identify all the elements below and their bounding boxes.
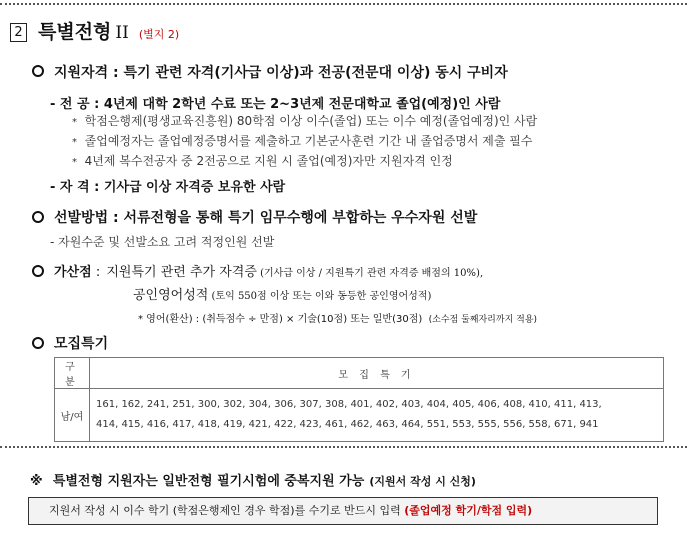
bonus-row-1	[54, 261, 483, 280]
major-note-2-text: 졸업예정자는 졸업예정증명서를 제출하고 기본군사훈련 기간 내 졸업증명서 제출 필수	[84, 134, 533, 148]
middle-dotted-divider	[0, 446, 687, 448]
bonus-formula	[138, 310, 537, 325]
major-note-1: * 학점은행제(평생교육진흥원) 80학점 이상 이수(졸업) 또는 이수 예정(졸업예정)인 사람	[72, 114, 538, 128]
recruit-row-label: 남/여	[55, 389, 90, 442]
section-title-appendix: (별지 2)	[138, 28, 180, 41]
selection-header: 선발방법 : 서류전형을 통해 특기 임무수행에 부합하는 우수자원 선발	[54, 210, 478, 226]
recruit-codes-line-2: 414, 415, 416, 417, 418, 419, 421, 422, 423, 461, 462, 463, 464, 551, 553, 555, 556, 558, 671, 941	[96, 419, 599, 430]
notice-text: 특별전형 지원자는 일반전형 필기시험에 중복지원 가능	[52, 474, 365, 489]
circle-bullet-icon	[32, 211, 44, 223]
recruit-table	[54, 357, 664, 442]
table-row	[55, 389, 664, 442]
section-title-roman: II	[115, 23, 129, 43]
recruit-table-header	[55, 358, 664, 389]
bonus-formula-note: (소수점 둘째자리까지 적용)	[428, 315, 538, 325]
circle-bullet-icon	[32, 337, 44, 349]
bonus-formula-text: * 영어(환산) : (취득점수 ÷ 만점) × 기술(10점) 또는 일반(30점)	[138, 314, 423, 325]
cert-requirement	[50, 176, 285, 195]
recruit-col-specialties: 모 집 특 기	[90, 358, 664, 389]
duplicate-application-notice	[30, 470, 476, 489]
notice-mark: ※	[30, 474, 43, 489]
cert-label: - 자 격 :	[50, 180, 104, 195]
selection-detail: - 자원수준 및 선발소요 고려 적정인원 선발	[50, 235, 275, 249]
recruit-codes-line-1: 161, 162, 241, 251, 300, 302, 304, 306, 307, 308, 401, 402, 403, 404, 405, 406, 408, 410, 411, 413,	[96, 399, 602, 410]
bonus-label: 가산점	[54, 265, 92, 280]
recruit-col-category: 구 분	[55, 358, 90, 389]
recruit-header: 모집특기	[54, 336, 109, 352]
major-note-2: * 졸업예정자는 졸업예정증명서를 제출하고 기본군사훈련 기간 내 졸업증명서 제출 필수	[72, 134, 533, 148]
qualification-header: 지원자격 : 특기 관련 자격(기사급 이상)과 전공(전문대 이상) 동시 구비자	[54, 65, 508, 81]
input-instruction-box	[28, 497, 658, 525]
section-title-text: 특별전형	[38, 21, 112, 43]
bonus-item-2-detail: (토익 550점 이상 또는 이와 동등한 공인영어성적)	[208, 291, 432, 302]
bonus-item-1-detail: (기사급 이상 / 지원특기 관련 자격증 배점의 10%),	[256, 268, 484, 279]
bonus-separator: :	[91, 265, 105, 280]
bonus-row-2	[133, 284, 431, 303]
section-title	[38, 17, 179, 44]
section-number-box: 2	[10, 23, 27, 42]
instruction-text: 지원서 작성 시 이수 학기 (학점은행제인 경우 학점)를 수기로 반드시 입력	[49, 504, 405, 517]
circle-bullet-icon	[32, 265, 44, 277]
major-note-1-text: 학점은행제(평생교육진흥원) 80학점 이상 이수(졸업) 또는 이수 예정(졸업예정)인 사람	[84, 114, 538, 128]
major-requirement	[50, 93, 500, 112]
major-text: 4년제 대학 2학년 수료 또는 2~3년제 전문대학교 졸업(예정)인 사람	[103, 97, 501, 112]
major-note-3-text: 4년제 복수전공자 중 2전공으로 지원 시 졸업(예정)자만 지원자격 인정	[84, 154, 453, 168]
major-label: - 전 공 :	[50, 97, 104, 112]
major-note-3: * 4년제 복수전공자 중 2전공으로 지원 시 졸업(예정)자만 지원자격 인정	[72, 154, 453, 168]
circle-bullet-icon	[32, 65, 44, 77]
instruction-highlight: (졸업예정 학기/학점 입력)	[404, 504, 533, 517]
cert-text: 기사급 이상 자격증 보유한 사람	[103, 180, 286, 195]
top-dotted-divider	[0, 3, 687, 5]
bonus-item-2: 공인영어성적	[133, 288, 209, 303]
notice-paren: (지원서 작성 시 신청)	[369, 475, 476, 488]
recruit-codes-cell	[90, 389, 664, 442]
bonus-item-1: 지원특기 관련 추가 자격증	[106, 265, 257, 280]
